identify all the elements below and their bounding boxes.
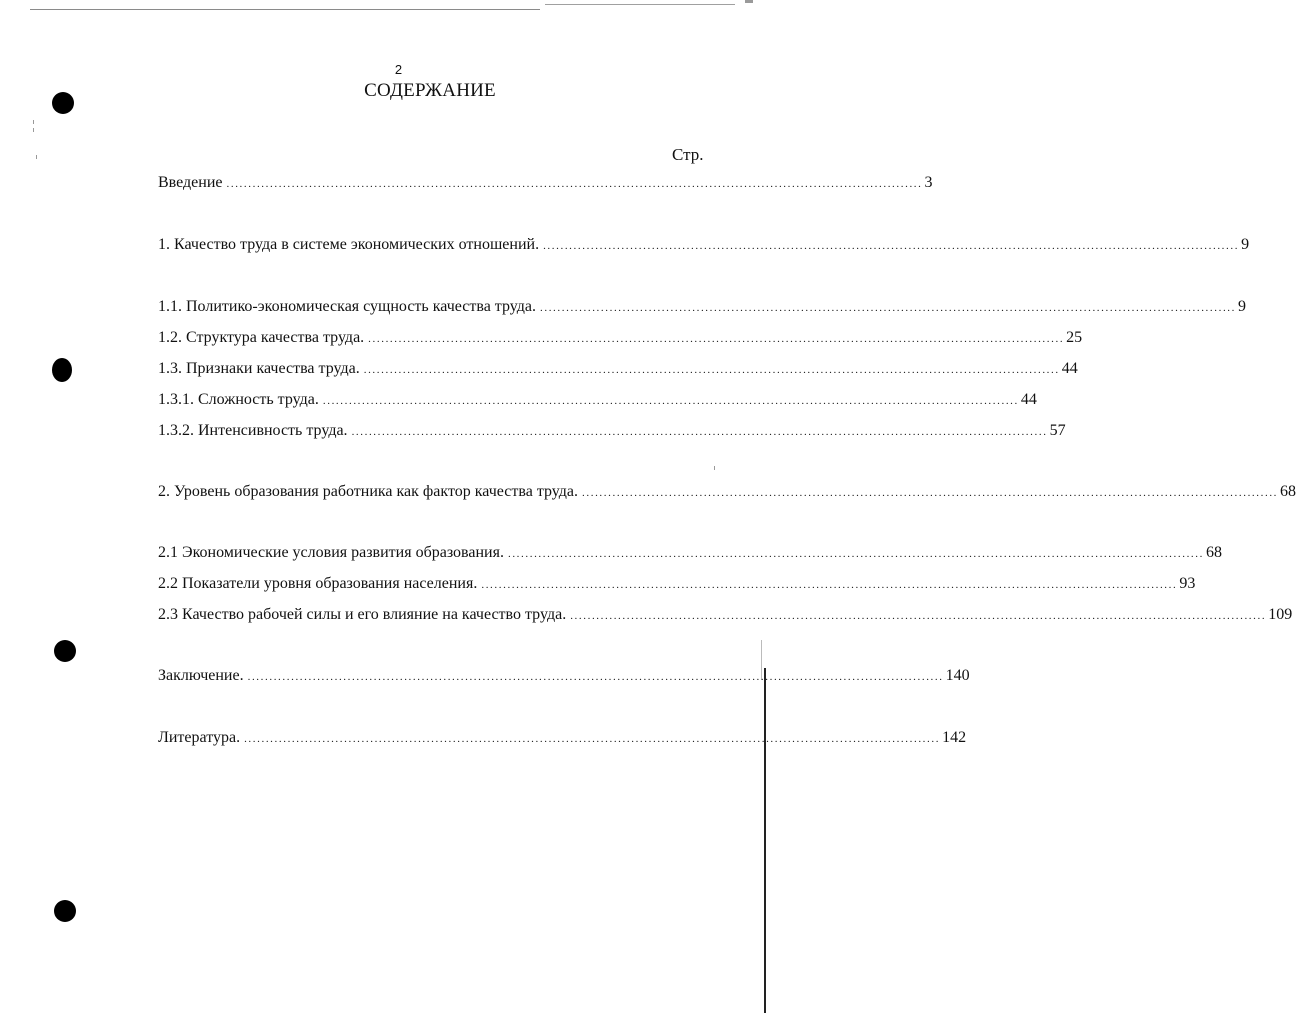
toc-entry-page: 68 <box>1280 483 1296 500</box>
toc-entry-page: 140 <box>945 667 970 684</box>
toc-entry <box>158 391 1037 409</box>
toc-leader-dots: ................................................................................................................................................................ <box>322 395 1019 407</box>
toc-entry-page: 44 <box>1061 360 1078 377</box>
scan-speck <box>714 466 715 470</box>
scan-edge-right <box>764 668 766 1013</box>
toc-leader-dots: ................................................................................................................................................................ <box>540 302 1236 314</box>
toc-entry <box>158 544 1222 562</box>
toc-entry <box>158 575 1196 593</box>
page-column-label: Стр. <box>672 145 704 164</box>
toc-leader-dots: ................................................................................................................................................................ <box>582 487 1279 499</box>
toc-leader-dots: ................................................................................................................................................................ <box>481 579 1178 591</box>
toc-entry-title: 1.3. Признаки качества труда. <box>158 360 360 377</box>
toc-leader-dots: ................................................................................................................................................................ <box>368 333 1065 345</box>
toc-entry-page: 57 <box>1049 422 1066 439</box>
toc-entry-page: 93 <box>1179 575 1196 592</box>
toc-entry-page: 142 <box>942 729 967 746</box>
scan-speck <box>33 128 34 132</box>
toc-leader-dots: ................................................................................................................................................................ <box>351 426 1048 438</box>
toc-leader-dots: ................................................................................................................................................................ <box>247 671 944 683</box>
toc-entry <box>158 729 967 747</box>
scan-speck <box>33 120 34 124</box>
toc-entry-title: 2.3 Качество рабочей силы и его влияние на качество труда. <box>158 606 567 623</box>
toc-entry <box>158 329 1083 347</box>
toc-entry-title: Заключение. <box>158 667 244 684</box>
toc-leader-dots: ................................................................................................................................................................ <box>570 610 1267 622</box>
toc-leader-dots: ................................................................................................................................................................ <box>244 733 941 745</box>
toc-entry-page: 44 <box>1020 391 1037 408</box>
toc-entry <box>158 236 1250 254</box>
toc-entry-title: 1. Качество труда в системе экономических отношений. <box>158 236 540 253</box>
toc-entry-page: 9 <box>1241 236 1250 253</box>
toc-leader-dots: ................................................................................................................................................................ <box>543 240 1240 252</box>
toc-entry <box>158 483 1296 501</box>
toc-entry-page: 68 <box>1205 544 1222 561</box>
toc-entry-title: 2. Уровень образования работника как фактор качества труда. <box>158 483 579 500</box>
punch-hole <box>52 358 72 382</box>
toc-entry-title: Литература. <box>158 729 241 746</box>
toc-leader-dots: ................................................................................................................................................................ <box>226 178 923 190</box>
scan-speck <box>36 155 37 159</box>
toc-entry-title: 1.2. Структура качества труда. <box>158 329 365 346</box>
toc-entry-title: 1.3.2. Интенсивность труда. <box>158 422 348 439</box>
toc-entry <box>158 422 1066 440</box>
toc-entry-title: 1.1. Политико-экономическая сущность качества труда. <box>158 298 536 315</box>
toc-leader-dots: ................................................................................................................................................................ <box>363 364 1060 376</box>
toc-entry-title: 2.1 Экономические условия развития образования. <box>158 544 504 561</box>
toc-entry <box>158 174 933 192</box>
punch-hole <box>54 900 76 922</box>
punch-hole <box>54 640 76 662</box>
scan-edge-top <box>30 9 540 10</box>
scan-edge-top-right <box>545 4 735 5</box>
page-number: 2 <box>394 62 403 77</box>
toc-entry-page: 109 <box>1268 606 1293 623</box>
toc-entry <box>158 298 1246 316</box>
toc-entry-title: 1.3.1. Сложность труда. <box>158 391 319 408</box>
toc-entry-page: 3 <box>924 174 933 191</box>
toc-entry <box>158 360 1078 378</box>
scan-mark <box>745 0 753 3</box>
toc-entry-title: 2.2 Показатели уровня образования населения. <box>158 575 478 592</box>
toc-entry-page: 25 <box>1066 329 1083 346</box>
toc-entry <box>158 606 1293 624</box>
toc-entry <box>158 667 970 685</box>
page-title: СОДЕРЖАНИЕ <box>364 80 496 101</box>
toc-entry-title: Введение <box>158 174 223 191</box>
toc-leader-dots: ................................................................................................................................................................ <box>507 548 1204 560</box>
toc-entry-page: 9 <box>1238 298 1246 315</box>
